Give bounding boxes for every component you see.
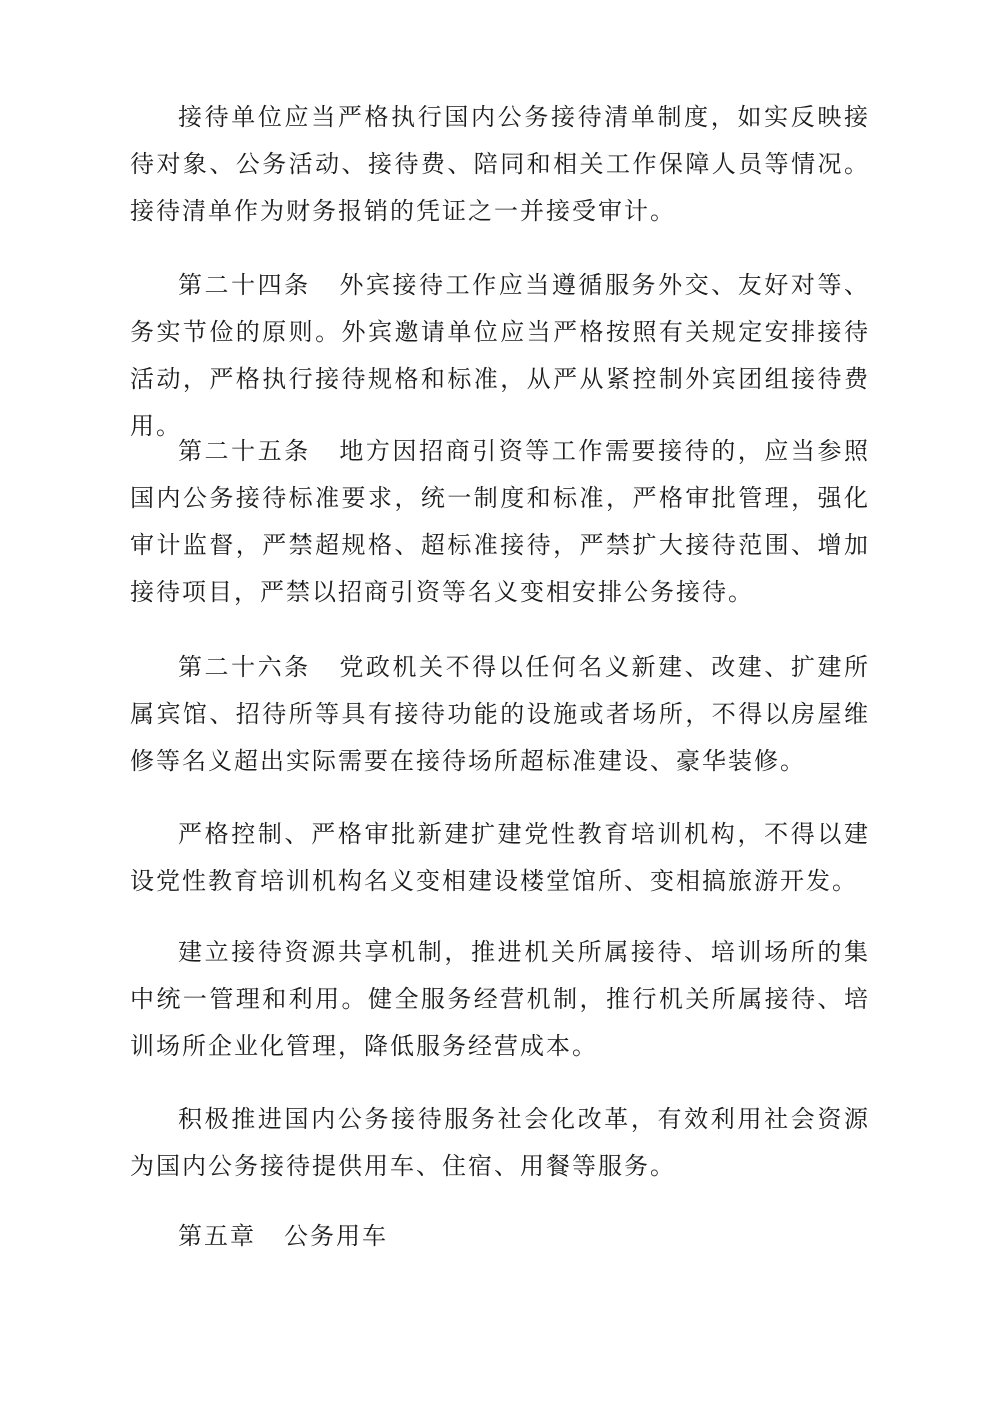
chapter-heading (130, 1213, 870, 1260)
paragraph-text: 建立接待资源共享机制，推进机关所属接待、培训场所的集中统一管理和利用。健全服务经营机制，推行机关所属接待、培训场所企业化管理，降低服务经营成本。 (130, 938, 870, 1060)
article-26 (130, 644, 870, 785)
paragraph-reception-checklist (130, 94, 870, 235)
article-number: 第二十六条 (178, 653, 311, 681)
paragraph-socialization-reform (130, 1096, 870, 1190)
chapter-title: 公务用车 (284, 1222, 388, 1250)
article-25 (130, 428, 870, 616)
paragraph-text: 严格控制、严格审批新建扩建党性教育培训机构，不得以建设党性教育培训机构名义变相建设楼堂馆所、变相搞旅游开发。 (130, 820, 870, 895)
article-text: 党政机关不得以任何名义新建、改建、扩建所属宾馆、招待所等具有接待功能的设施或者场所，不得以房屋维修等名义超出实际需要在接待场所超标准建设、豪华装修。 (130, 653, 871, 775)
article-24 (130, 262, 870, 450)
paragraph-resource-sharing (130, 929, 870, 1070)
article-number: 第二十四条 (178, 271, 311, 299)
paragraph-text: 积极推进国内公务接待服务社会化改革，有效利用社会资源为国内公务接待提供用车、住宿、用餐等服务。 (130, 1105, 870, 1180)
paragraph-training-institutions (130, 811, 870, 905)
article-number: 第二十五条 (178, 437, 311, 465)
paragraph-text: 接待单位应当严格执行国内公务接待清单制度，如实反映接待对象、公务活动、接待费、陪同和相关工作保障人员等情况。接待清单作为财务报销的凭证之一并接受审计。 (130, 103, 870, 225)
article-text: 外宾接待工作应当遵循服务外交、友好对等、务实节俭的原则。外宾邀请单位应当严格按照有关规定安排接待活动，严格执行接待规格和标准，从严从紧控制外宾团组接待费用。 (130, 271, 871, 440)
article-text: 地方因招商引资等工作需要接待的，应当参照国内公务接待标准要求，统一制度和标准，严格审批管理，强化审计监督，严禁超规格、超标准接待，严禁扩大接待范围、增加接待项目，严禁以招商引资等名义变相安排公务接待。 (130, 437, 871, 606)
chapter-number: 第五章 (178, 1222, 256, 1250)
